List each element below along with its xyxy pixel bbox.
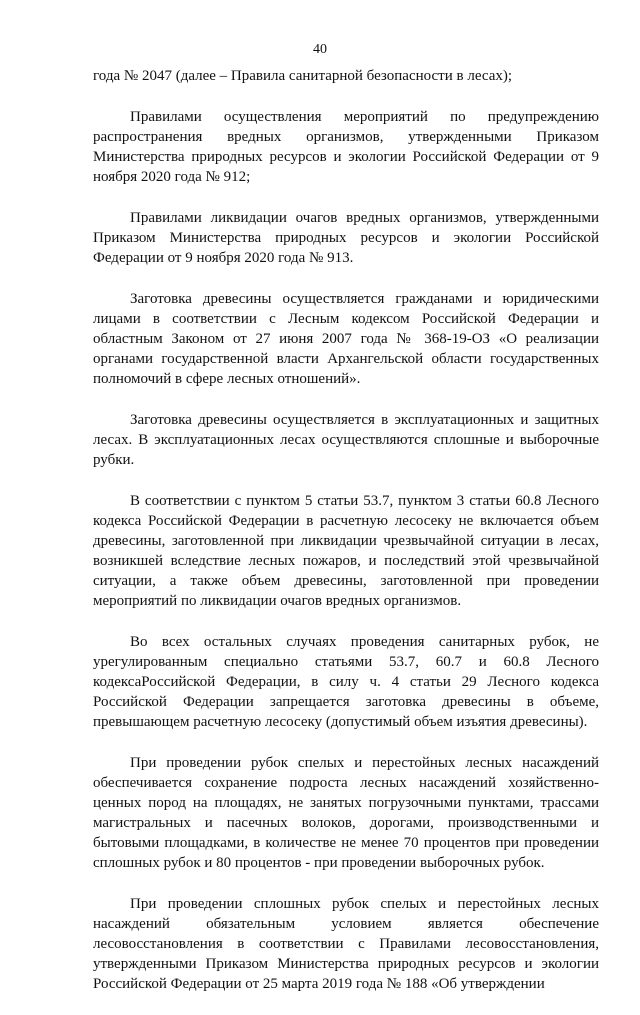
page-number: 40: [313, 42, 327, 57]
paragraph-7: Во всех остальных случаях проведения санитарных рубок, не урегулированным специально статьями 53.7, 60.7 и 60.8 Лесного кодексаРоссийской Федерации, в силу ч. 4 статьи 29 Лесного кодекса Российской Федерации запрещается заготовка древесины в объеме, превышающем расчетную лесосеку (допустимый объем изъятия древесины).: [93, 634, 599, 730]
paragraph-9: При проведении сплошных рубок спелых и перестойных лесных насаждений обязательным условием является обеспечение лесовосстановления в соответствии с Правилами лесовосстановления, утвержденными Приказом Министерства природных ресурсов и экологии Российской Федерации от 25 марта 2019 года № 188 «Об утверждении: [93, 896, 599, 992]
paragraph-5: Заготовка древесины осуществляется в эксплуатационных и защитных лесах. В эксплуатационных лесах осуществляются сплошные и выборочные рубки.: [93, 412, 599, 468]
paragraph-2: Правилами осуществления мероприятий по предупреждению распространения вредных организмов, утвержденными Приказом Министерства природных ресурсов и экологии Российской Федерации от 9 ноября 2020 года № 912;: [93, 109, 599, 185]
paragraph-6: В соответствии с пунктом 5 статьи 53.7, пунктом 3 статьи 60.8 Лесного кодекса Российской Федерации в расчетную лесосеку не включается объем древесины, заготовленной при ликвидации чрезвычайной ситуации в лесах, возникшей вследствие лесных пожаров, и последствий этой чрезвычайной ситуации, а также объем древесины, заготовленной при проведении мероприятий по ликвидации очагов вредных организмов.: [93, 493, 599, 609]
document-body: [93, 66, 599, 1015]
paragraph-4: Заготовка древесины осуществляется гражданами и юридическими лицами в соответствии с Лесным кодексом Российской Федерации и областным Законом от 27 июня 2007 года № 368-19-ОЗ «О реализации органами государственной власти Архангельской области государственных полномочий в сфере лесных отношений».: [93, 291, 599, 387]
paragraph-3: Правилами ликвидации очагов вредных организмов, утвержденными Приказом Министерства природных ресурсов и экологии Российской Федерации от 9 ноября 2020 года № 913.: [93, 210, 599, 266]
paragraph-1: года № 2047 (далее – Правила санитарной безопасности в лесах);: [93, 68, 513, 84]
paragraph-8: При проведении рубок спелых и перестойных лесных насаждений обеспечивается сохранение подроста лесных насаждений хозяйственно-ценных пород на площадях, не занятых погрузочными пунктами, трассами магистральных и пасечных волоков, дорогами, производственными и бытовыми площадками, в количестве не менее 70 процентов при проведении сплошных рубок и 80 процентов - при проведении выборочных рубок.: [93, 755, 599, 871]
